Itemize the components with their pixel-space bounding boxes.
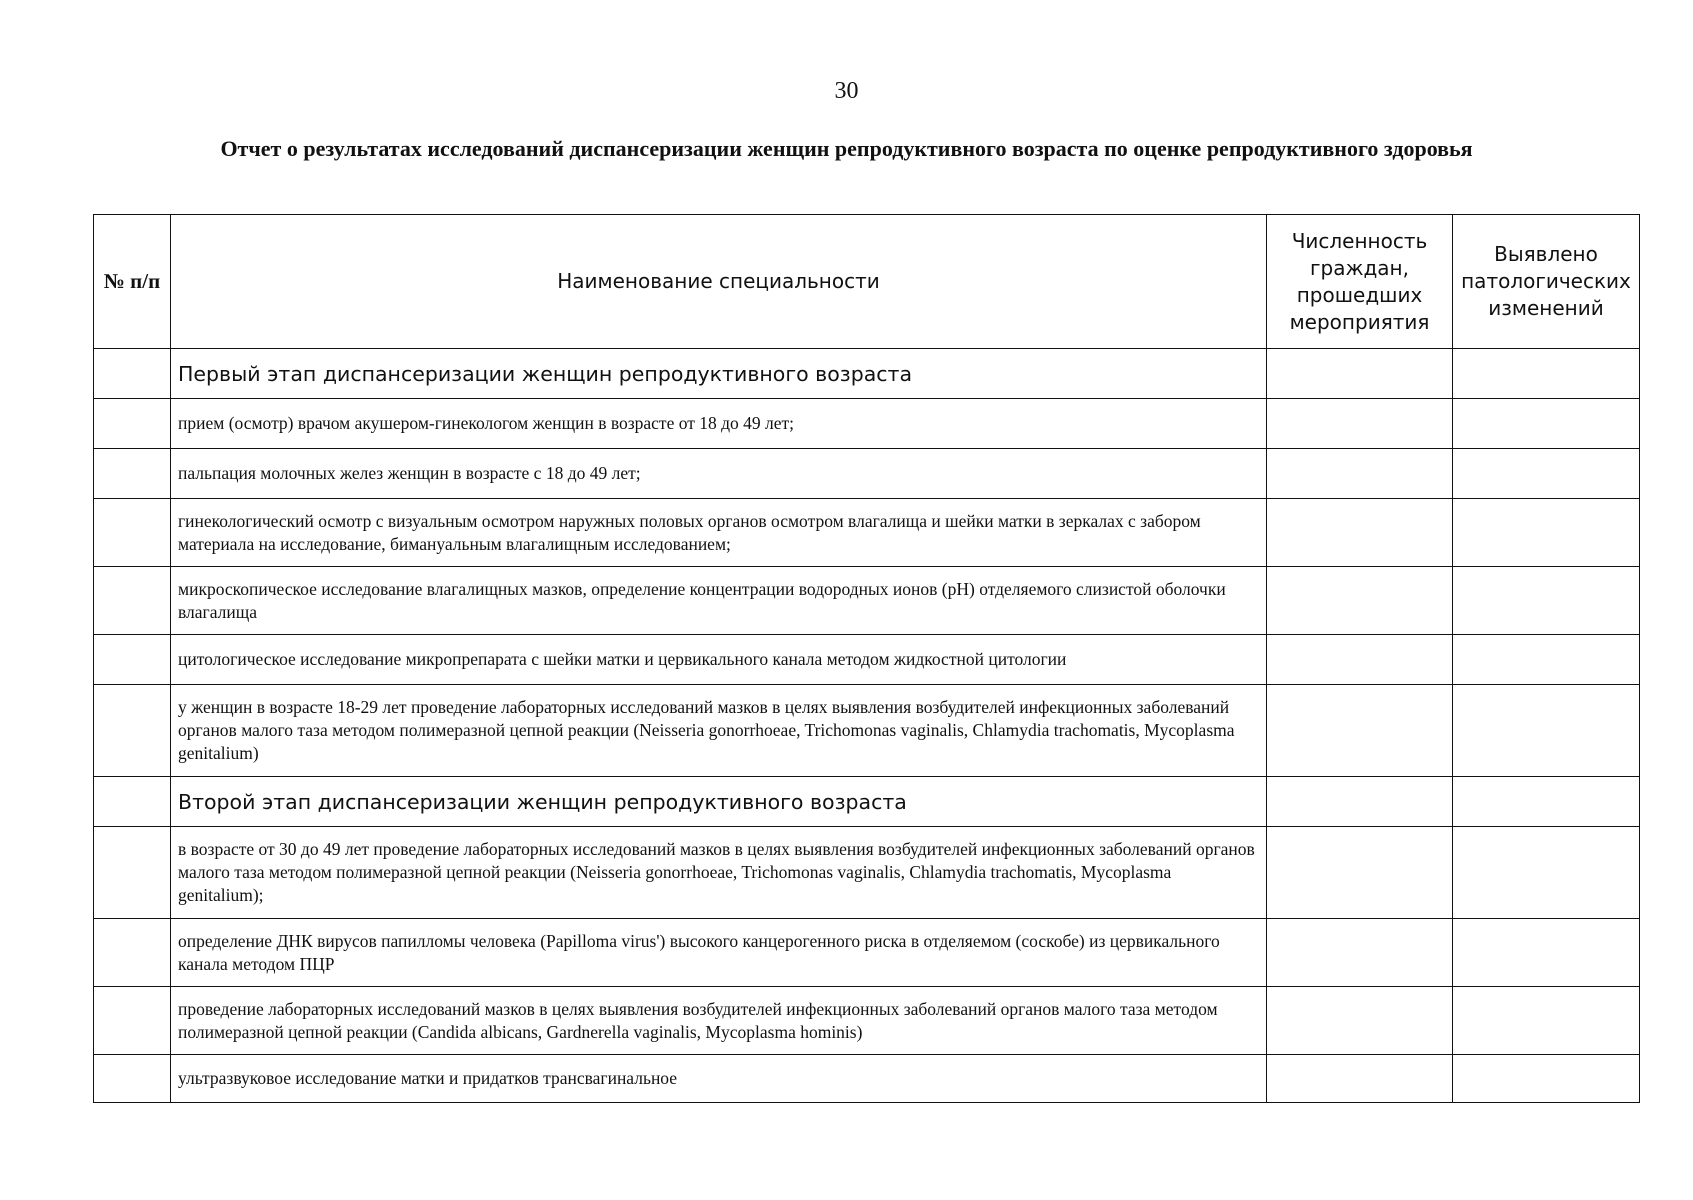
number-cell <box>94 449 171 499</box>
item-name: гинекологический осмотр с визуальным осмотром наружных половых органов осмотром влагалища и шейки матки в зеркалах с забором материала на исследование, бимануальным влагалищным исследованием; <box>171 499 1267 567</box>
count-cell[interactable] <box>1267 777 1453 827</box>
count-cell[interactable] <box>1267 827 1453 919</box>
table-row <box>94 449 1640 499</box>
number-cell <box>94 1055 171 1103</box>
item-name: ультразвуковое исследование матки и придатков трансвагинальное <box>171 1055 1267 1103</box>
count-cell[interactable] <box>1267 685 1453 777</box>
stage-row-2 <box>94 777 1640 827</box>
table-row <box>94 567 1640 635</box>
item-name: микроскопическое исследование влагалищных мазков, определение концентрации водородных ионов (pH) отделяемого слизистой оболочки влагалища <box>171 567 1267 635</box>
stage-title: Второй этап диспансеризации женщин репродуктивного возраста <box>171 777 1267 827</box>
table-header-row <box>94 215 1640 349</box>
found-cell[interactable] <box>1453 827 1640 919</box>
item-name: пальпация молочных желез женщин в возрасте с 18 до 49 лет; <box>171 449 1267 499</box>
count-cell[interactable] <box>1267 635 1453 685</box>
header-number: № п/п <box>94 215 171 349</box>
item-name: прием (осмотр) врачом акушером-гинекологом женщин в возрасте от 18 до 49 лет; <box>171 399 1267 449</box>
table-row <box>94 685 1640 777</box>
item-name: цитологическое исследование микропрепарата с шейки матки и цервикального канала методом жидкостной цитологии <box>171 635 1267 685</box>
item-name: у женщин в возрасте 18-29 лет проведение лабораторных исследований мазков в целях выявления возбудителей инфекционных заболеваний органов малого таза методом полимеразной цепной реакции (Neisseria gonorrhoeae, Trichomonas vaginalis, Chlamydia trachomatis, Mycoplasma genitalium) <box>171 685 1267 777</box>
found-cell[interactable] <box>1453 449 1640 499</box>
count-cell[interactable] <box>1267 499 1453 567</box>
found-cell[interactable] <box>1453 499 1640 567</box>
item-name: определение ДНК вирусов папилломы человека (Papilloma virus') высокого канцерогенного риска в отделяемом (соскобе) из цервикального канала методом ПЦР <box>171 919 1267 987</box>
number-cell <box>94 827 171 919</box>
stage-row-1 <box>94 349 1640 399</box>
found-cell[interactable] <box>1453 567 1640 635</box>
page-number: 30 <box>834 78 859 104</box>
number-cell <box>94 919 171 987</box>
header-count: Численность граждан, прошедших мероприятия <box>1267 215 1453 349</box>
count-cell[interactable] <box>1267 567 1453 635</box>
count-cell[interactable] <box>1267 349 1453 399</box>
header-name: Наименование специальности <box>171 215 1267 349</box>
count-cell[interactable] <box>1267 449 1453 499</box>
found-cell[interactable] <box>1453 919 1640 987</box>
found-cell[interactable] <box>1453 635 1640 685</box>
report-table <box>93 214 1640 1103</box>
found-cell[interactable] <box>1453 987 1640 1055</box>
number-cell <box>94 685 171 777</box>
table-row <box>94 499 1640 567</box>
stage-title: Первый этап диспансеризации женщин репродуктивного возраста <box>171 349 1267 399</box>
number-cell <box>94 987 171 1055</box>
table-row <box>94 827 1640 919</box>
count-cell[interactable] <box>1267 987 1453 1055</box>
document-title: Отчет о результатах исследований диспансеризации женщин репродуктивного возраста по оценке репродуктивного здоровья <box>220 136 1473 161</box>
found-cell[interactable] <box>1453 777 1640 827</box>
count-cell[interactable] <box>1267 919 1453 987</box>
stage-number-cell <box>94 777 171 827</box>
count-cell[interactable] <box>1267 399 1453 449</box>
count-cell[interactable] <box>1267 1055 1453 1103</box>
item-name: проведение лабораторных исследований мазков в целях выявления возбудителей инфекционных заболеваний органов малого таза методом полимеразной цепной реакции (Candida albicans, Gardnerella vaginalis, Mycoplasma hominis) <box>171 987 1267 1055</box>
found-cell[interactable] <box>1453 1055 1640 1103</box>
number-cell <box>94 635 171 685</box>
found-cell[interactable] <box>1453 399 1640 449</box>
number-cell <box>94 567 171 635</box>
number-cell <box>94 499 171 567</box>
number-cell <box>94 399 171 449</box>
found-cell[interactable] <box>1453 685 1640 777</box>
table-row <box>94 1055 1640 1103</box>
item-name: в возрасте от 30 до 49 лет проведение лабораторных исследований мазков в целях выявления возбудителей инфекционных заболеваний органов малого таза методом полимеразной цепной реакции (Neisseria gonorrhoeae, Trichomonas vaginalis, Chlamydia trachomatis, Mycoplasma genitalium); <box>171 827 1267 919</box>
table-row <box>94 399 1640 449</box>
stage-number-cell <box>94 349 171 399</box>
table-row <box>94 635 1640 685</box>
found-cell[interactable] <box>1453 349 1640 399</box>
table-row <box>94 987 1640 1055</box>
header-found: Выявлено патологических изменений <box>1453 215 1640 349</box>
table-row <box>94 919 1640 987</box>
